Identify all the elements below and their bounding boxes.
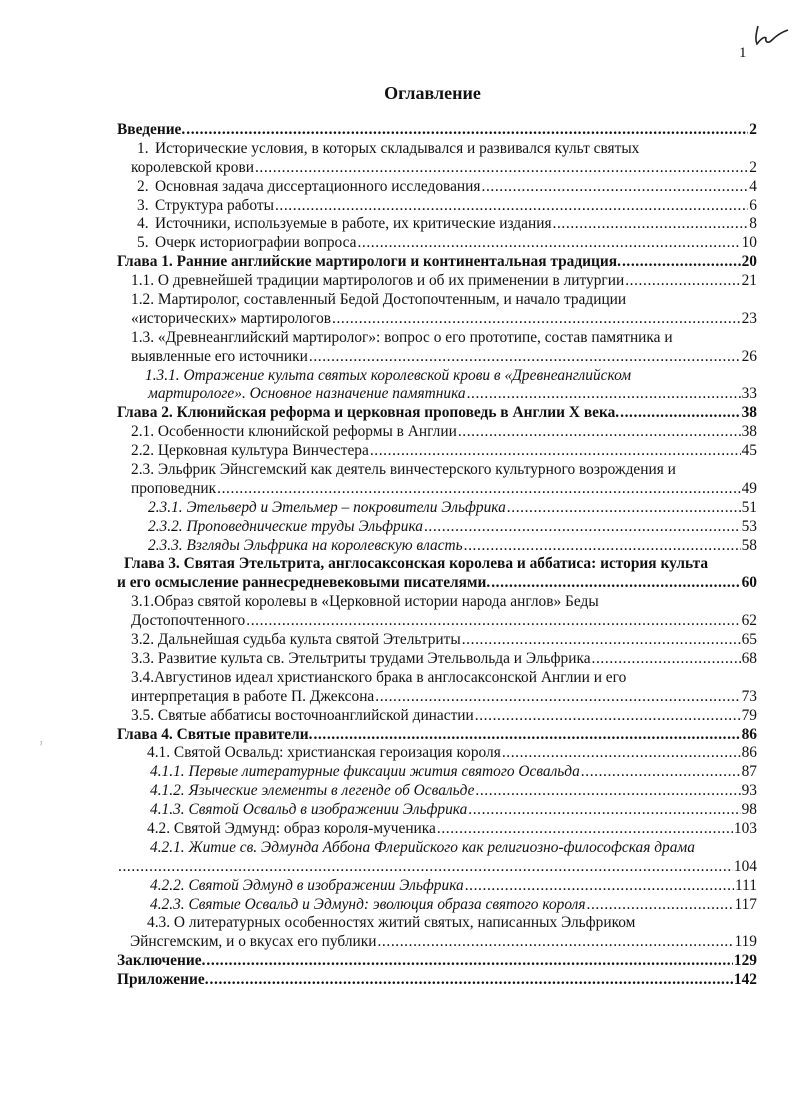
entry-page: 111 xyxy=(735,876,757,894)
entry-text-continuation: мартирологе». Основное назначение памятника xyxy=(148,385,466,403)
entry-text: 4.1. Святой Освальд: христианская героизация короля xyxy=(147,744,501,762)
toc-entry[interactable] xyxy=(117,914,757,933)
entry-page: 23 xyxy=(741,309,757,327)
entry-text: Глава 4. Святые правители. xyxy=(117,725,313,743)
toc-entry[interactable] xyxy=(117,197,757,216)
toc-entry[interactable] xyxy=(117,877,757,896)
dot-leader xyxy=(461,631,741,650)
dot-leader xyxy=(624,272,740,291)
entry-title xyxy=(131,291,626,310)
entry-page: 2 xyxy=(749,121,757,138)
toc-entry[interactable] xyxy=(117,763,757,782)
toc-entry[interactable] xyxy=(117,707,757,726)
toc-entry[interactable] xyxy=(117,404,757,423)
entry-page: 8 xyxy=(749,215,757,233)
handwritten-mark xyxy=(752,22,792,57)
entry-text: 2.2. Церковная культура Винчестера xyxy=(131,442,369,460)
toc-entry-continuation xyxy=(117,385,757,404)
dot-leader xyxy=(423,518,741,537)
toc-entry-continuation xyxy=(117,480,757,499)
dot-leader xyxy=(481,178,749,197)
toc-entry[interactable] xyxy=(117,971,757,990)
toc-entry[interactable] xyxy=(117,782,757,801)
entry-text-continuation: Эйнсгемским, и о вкусах его публики xyxy=(130,933,377,951)
dot-leader xyxy=(586,896,734,915)
toc-entry-continuation xyxy=(117,348,757,367)
page-title: Оглавление xyxy=(384,83,481,103)
entry-text: Структура работы xyxy=(155,196,274,214)
entry-title xyxy=(137,178,481,197)
entry-text-continuation: «исторических» мартирологов xyxy=(131,309,332,327)
entry-text: Глава 2. Клюнийская реформа и церковная проповедь в Англии X века. xyxy=(117,404,620,422)
entry-text: Очерк историографии вопроса xyxy=(155,234,357,252)
entry-title xyxy=(131,593,599,612)
entry-text: 2.3.3. Взгляды Эльфрика на королевскую власть xyxy=(148,536,463,554)
entry-title xyxy=(137,234,356,253)
entry-page: 49 xyxy=(741,479,757,497)
toc-entry[interactable] xyxy=(117,801,757,820)
entry-title xyxy=(145,367,631,386)
dot-leader xyxy=(331,310,741,329)
dot-leader xyxy=(552,215,749,234)
entry-number: 5. xyxy=(137,234,149,252)
entry-text: Источники, используемые в работе, их критические издания xyxy=(155,215,552,233)
entry-page: 33 xyxy=(741,385,757,403)
toc-entry[interactable] xyxy=(117,896,757,915)
entry-text: 4.2.3. Святые Освальд и Эдмунд: эволюция образа святого короля xyxy=(150,895,586,913)
entry-page: 79 xyxy=(741,706,757,724)
entry-page: 86 xyxy=(741,744,757,762)
entry-title xyxy=(117,952,205,971)
entry-text: 4.2.2. Святой Эдмунд в изображении Эльфрика xyxy=(150,876,464,894)
dot-leader xyxy=(501,744,741,763)
entry-number: 4. xyxy=(137,215,149,233)
toc-entry-continuation xyxy=(117,612,757,631)
dot-leader xyxy=(205,952,732,971)
entry-title xyxy=(137,140,639,159)
entry-title xyxy=(117,971,209,990)
dot-leader xyxy=(619,404,740,423)
toc-entry[interactable] xyxy=(117,744,757,763)
entry-page: 104 xyxy=(733,857,757,875)
entry-text: 4.1.1. Первые литературные фиксации жития святого Освальда xyxy=(150,763,580,781)
entry-page: 73 xyxy=(741,687,757,705)
table-of-contents xyxy=(117,121,757,990)
dot-leader xyxy=(312,726,740,745)
entry-title xyxy=(131,631,461,650)
entry-number: 3. xyxy=(137,196,149,214)
dot-leader xyxy=(185,121,748,140)
entry-title xyxy=(148,537,463,556)
entry-text: 3.3. Развитие культа св. Этельтриты трудами Этельвольда и Эльфрика xyxy=(131,649,591,667)
entry-page: 98 xyxy=(741,801,757,819)
entry-text: 1.2. Мартиролог, составленный Бедой Достопочтенным, и начало традиции xyxy=(131,291,627,309)
toc-entry[interactable] xyxy=(117,952,757,971)
entry-title xyxy=(148,499,506,518)
dot-leader xyxy=(466,385,741,404)
toc-entry[interactable] xyxy=(117,291,757,310)
entry-page: 119 xyxy=(734,933,757,951)
entry-title xyxy=(150,877,464,896)
toc-entry-continuation xyxy=(117,310,757,329)
entry-title xyxy=(117,726,312,745)
dot-leader xyxy=(274,197,748,216)
entry-title xyxy=(150,839,695,858)
entry-page: 129 xyxy=(733,952,757,970)
toc-entry-continuation xyxy=(117,159,757,178)
entry-text: 4.1.2. Языческие элементы в легенде об Освальде xyxy=(150,782,475,800)
entry-title xyxy=(131,707,474,726)
entry-title xyxy=(131,329,673,348)
entry-title xyxy=(150,763,580,782)
toc-entry[interactable] xyxy=(117,140,757,159)
entry-number: 2. xyxy=(137,177,149,195)
dot-leader xyxy=(216,480,740,499)
scan-speck: ˀ xyxy=(40,740,43,750)
entry-text: 3.4.Августинов идеал христианского брака в англосаксонской Англии и его xyxy=(131,668,627,686)
toc-entry[interactable] xyxy=(117,272,757,291)
entry-title xyxy=(131,650,591,669)
toc-entry[interactable] xyxy=(117,650,757,669)
entry-text: 2.3. Эльфрик Эйнсгемский как деятель винчестерского культурного возрождения и xyxy=(131,461,676,479)
dot-leader xyxy=(464,877,734,896)
entry-page: 68 xyxy=(741,649,757,667)
entry-text-continuation: и его осмысление раннесредневековыми писателями. xyxy=(117,574,491,592)
entry-page: 21 xyxy=(741,272,757,290)
entry-text: 4.3. О литературных особенностях житий святых, написанных Эльфриком xyxy=(147,914,636,932)
entry-title xyxy=(124,555,708,574)
dot-leader xyxy=(356,234,740,253)
entry-page: 142 xyxy=(733,971,757,989)
entry-title xyxy=(131,442,369,461)
entry-text-continuation: королевской крови xyxy=(131,158,254,176)
toc-entry[interactable] xyxy=(117,442,757,461)
dot-leader xyxy=(376,933,733,952)
entry-page: 103 xyxy=(733,819,757,837)
dot-leader xyxy=(117,858,733,877)
entry-page: 53 xyxy=(741,517,757,535)
entry-title xyxy=(131,423,457,442)
dot-leader xyxy=(463,537,741,556)
entry-text: Введение. xyxy=(117,121,186,138)
entry-text: 3.2. Дальнейшая судьба культа святой Этельтриты xyxy=(131,631,461,649)
entry-text-continuation: интерпретация в работе П. Джексона xyxy=(131,687,375,705)
entry-title xyxy=(131,461,676,480)
dot-leader xyxy=(457,423,741,442)
toc-entry[interactable] xyxy=(117,669,757,688)
entry-title xyxy=(148,518,423,537)
toc-entry[interactable] xyxy=(117,820,757,839)
toc-entry-continuation xyxy=(117,858,757,877)
toc-entry[interactable] xyxy=(117,121,757,140)
entry-text: 2.1. Особенности клюнийской реформы в Англии xyxy=(131,423,457,441)
toc-entry[interactable] xyxy=(117,215,757,234)
dot-leader xyxy=(209,971,733,990)
dot-leader xyxy=(467,801,740,820)
page-number: 1 xyxy=(739,45,747,61)
entry-page: 2 xyxy=(749,158,757,176)
entry-title xyxy=(117,121,185,140)
entry-page: 20 xyxy=(741,253,757,271)
toc-entry[interactable] xyxy=(117,367,757,386)
toc-entry[interactable] xyxy=(117,253,757,272)
toc-entry[interactable] xyxy=(117,839,757,858)
entry-page: 4 xyxy=(749,177,757,195)
entry-text: Заключение. xyxy=(117,952,206,970)
entry-page: 10 xyxy=(741,234,757,252)
entry-text: 1.1. О древнейшей традиции мартирологов и об их применении в литургии xyxy=(131,272,625,290)
dot-leader xyxy=(506,499,741,518)
entry-title xyxy=(137,197,274,216)
entry-page: 38 xyxy=(741,404,757,422)
toc-entry[interactable] xyxy=(117,537,757,556)
entry-text-continuation: проповедник xyxy=(131,479,217,497)
entry-text: Приложение. xyxy=(117,971,209,989)
entry-text: 4.2.1. Житие св. Эдмунда Аббона Флерийского как религиозно-философская драма xyxy=(150,838,695,856)
entry-text: 2.3.1. Этельверд и Этельмер – покровители Эльфрика xyxy=(148,498,506,516)
entry-text-continuation: выявленные его источники xyxy=(131,347,308,365)
dot-leader xyxy=(580,763,741,782)
dot-leader xyxy=(245,612,740,631)
entry-page: 45 xyxy=(741,442,757,460)
entry-page: 60 xyxy=(741,574,757,592)
entry-title xyxy=(150,801,467,820)
entry-title xyxy=(147,820,436,839)
entry-page: 86 xyxy=(741,725,757,743)
toc-entry[interactable] xyxy=(117,461,757,480)
toc-entry[interactable] xyxy=(117,518,757,537)
dot-leader xyxy=(436,820,733,839)
entry-text: Глава 3. Святая Этельтрита, англосаксонская королева и аббатиса: история культа xyxy=(124,555,709,573)
entry-text: 1.3. «Древнеанглийский мартиролог»: вопрос о его прототипе, состав памятника и xyxy=(131,328,673,346)
entry-title xyxy=(117,253,621,272)
entry-text: 1.3.1. Отражение культа святых королевской крови в «Древнеанглийском xyxy=(145,366,632,384)
dot-leader xyxy=(374,688,740,707)
entry-title xyxy=(150,782,474,801)
entry-number: 1. xyxy=(137,139,149,157)
toc-entry[interactable] xyxy=(117,178,757,197)
entry-title xyxy=(137,215,552,234)
dot-leader xyxy=(474,782,740,801)
entry-page: 38 xyxy=(741,423,757,441)
entry-page: 58 xyxy=(741,536,757,554)
toc-entry[interactable] xyxy=(117,499,757,518)
toc-entry[interactable] xyxy=(117,555,757,574)
dot-leader xyxy=(254,159,748,178)
toc-entry-continuation xyxy=(117,933,757,952)
toc-entry[interactable] xyxy=(117,234,757,253)
entry-page: 26 xyxy=(741,347,757,365)
entry-text: Глава 1. Ранние английские мартирологи и континентальная традиция. xyxy=(117,253,621,271)
entry-text: 4.2. Святой Эдмунд: образ короля-мученика xyxy=(147,819,436,837)
dot-leader xyxy=(591,650,741,669)
entry-text: 4.1.3. Святой Освальд в изображении Эльфрика xyxy=(150,801,468,819)
entry-text: 3.5. Святые аббатисы восточноанглийской династии xyxy=(131,706,474,724)
dot-leader xyxy=(308,348,741,367)
entry-title xyxy=(131,272,624,291)
toc-entry[interactable] xyxy=(117,631,757,650)
entry-page: 117 xyxy=(734,895,757,913)
dot-leader xyxy=(621,253,741,272)
entry-page: 6 xyxy=(749,196,757,214)
toc-entry-continuation xyxy=(117,688,757,707)
toc-entry[interactable] xyxy=(117,423,757,442)
toc-entry[interactable] xyxy=(117,593,757,612)
dot-leader xyxy=(369,442,741,461)
toc-entry[interactable] xyxy=(117,329,757,348)
entry-page: 62 xyxy=(741,612,757,630)
dot-leader xyxy=(490,574,740,593)
entry-title xyxy=(117,404,619,423)
entry-page: 65 xyxy=(741,631,757,649)
entry-page: 93 xyxy=(741,782,757,800)
entry-title xyxy=(147,914,635,933)
entry-title xyxy=(147,744,501,763)
entry-text: Основная задача диссертационного исследования xyxy=(155,177,481,195)
entry-text: 3.1.Образ святой королевы в «Церковной истории народа англов» Беды xyxy=(131,593,599,611)
toc-entry-continuation xyxy=(117,574,757,593)
toc-entry[interactable] xyxy=(117,726,757,745)
entry-title xyxy=(150,896,586,915)
entry-page: 87 xyxy=(741,763,757,781)
entry-page: 51 xyxy=(741,498,757,516)
entry-title xyxy=(131,669,626,688)
entry-text: 2.3.2. Проповеднические труды Эльфрика xyxy=(148,517,423,535)
entry-text-continuation: Достопочтенного xyxy=(131,612,246,630)
dot-leader xyxy=(474,707,741,726)
entry-text: Исторические условия, в которых складывался и развивался культ святых xyxy=(155,139,640,157)
